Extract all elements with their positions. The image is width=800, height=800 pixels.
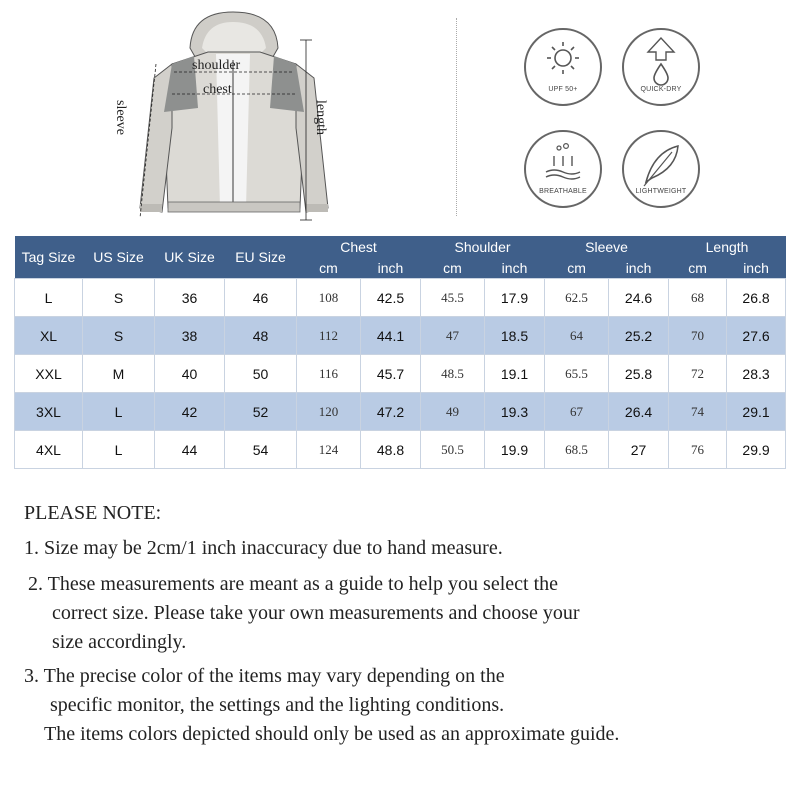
cell-sleeve-cm: 68.5: [545, 431, 609, 469]
header-sleeve-inch: inch: [609, 258, 669, 279]
cell-shoulder-cm: 47: [421, 317, 485, 355]
note-line: The items colors depicted should only be used as an approximate guide.: [44, 723, 620, 745]
header-us-size: US Size: [83, 236, 155, 279]
cell-length-cm: 68: [669, 279, 727, 317]
cell-eu-size: 52: [225, 393, 297, 431]
cell-eu-size: 50: [225, 355, 297, 393]
cell-tag-size: XL: [15, 317, 83, 355]
cell-length-inch: 29.1: [727, 393, 786, 431]
cell-us-size: L: [83, 393, 155, 431]
header-length-inch: inch: [727, 258, 786, 279]
cell-sleeve-cm: 62.5: [545, 279, 609, 317]
header-shoulder-cm: cm: [421, 258, 485, 279]
feature-label: BREATHABLE: [539, 188, 587, 195]
cell-length-inch: 28.3: [727, 355, 786, 393]
feature-upf: [524, 28, 602, 106]
header-chest-inch: inch: [361, 258, 421, 279]
size-table: [14, 236, 786, 469]
cell-sleeve-inch: 24.6: [609, 279, 669, 317]
table-row: [15, 279, 786, 317]
cell-us-size: M: [83, 355, 155, 393]
cell-sleeve-inch: 26.4: [609, 393, 669, 431]
cell-tag-size: XXL: [15, 355, 83, 393]
note-line: 2. These measurements are meant as a guide to help you select the: [28, 573, 558, 595]
feature-breathable: [524, 130, 602, 208]
cell-length-inch: 27.6: [727, 317, 786, 355]
cell-length-cm: 74: [669, 393, 727, 431]
feature-label: LIGHTWEIGHT: [635, 188, 687, 195]
cell-sleeve-inch: 25.8: [609, 355, 669, 393]
header-chest: Chest: [297, 236, 421, 258]
feature-lightweight: [622, 130, 700, 208]
cell-shoulder-inch: 18.5: [485, 317, 545, 355]
cell-us-size: L: [83, 431, 155, 469]
cell-us-size: S: [83, 279, 155, 317]
cell-chest-inch: 45.7: [361, 355, 421, 393]
cell-sleeve-cm: 64: [545, 317, 609, 355]
cell-shoulder-inch: 19.3: [485, 393, 545, 431]
table-row: [15, 317, 786, 355]
cell-shoulder-inch: 19.1: [485, 355, 545, 393]
feature-icons: [520, 28, 720, 218]
cell-shoulder-inch: 17.9: [485, 279, 545, 317]
cell-length-inch: 26.8: [727, 279, 786, 317]
note-line: 1. Size may be 2cm/1 inch inaccuracy due to hand measure.: [24, 537, 503, 559]
jacket-diagram: [113, 8, 350, 230]
cell-shoulder-inch: 19.9: [485, 431, 545, 469]
header-shoulder: Shoulder: [421, 236, 545, 258]
cell-chest-inch: 44.1: [361, 317, 421, 355]
header-eu-size: EU Size: [225, 236, 297, 279]
header-sleeve: Sleeve: [545, 236, 669, 258]
note-line: size accordingly.: [52, 631, 187, 653]
feature-label: UPF 50+: [548, 86, 578, 93]
cell-length-cm: 70: [669, 317, 727, 355]
cell-sleeve-cm: 67: [545, 393, 609, 431]
notes-heading: PLEASE NOTE:: [24, 502, 162, 524]
cell-chest-cm: 124: [297, 431, 361, 469]
cell-length-cm: 76: [669, 431, 727, 469]
cell-shoulder-cm: 48.5: [421, 355, 485, 393]
note-line: specific monitor, the settings and the lighting conditions.: [50, 694, 505, 716]
header-shoulder-inch: inch: [485, 258, 545, 279]
feature-quick-dry: [622, 28, 700, 106]
table-row: [15, 393, 786, 431]
cell-eu-size: 48: [225, 317, 297, 355]
cell-chest-inch: 47.2: [361, 393, 421, 431]
length-label: length: [313, 100, 328, 135]
divider: [456, 18, 457, 216]
header-sleeve-cm: cm: [545, 258, 609, 279]
cell-shoulder-cm: 49: [421, 393, 485, 431]
cell-sleeve-inch: 27: [609, 431, 669, 469]
cell-tag-size: L: [15, 279, 83, 317]
cell-uk-size: 42: [155, 393, 225, 431]
cell-uk-size: 36: [155, 279, 225, 317]
cell-length-inch: 29.9: [727, 431, 786, 469]
chest-label: chest: [203, 82, 232, 97]
note-line: 3. The precise color of the items may vary depending on the: [24, 665, 505, 687]
header-chest-cm: cm: [297, 258, 361, 279]
cell-chest-cm: 116: [297, 355, 361, 393]
cell-eu-size: 54: [225, 431, 297, 469]
header-tag-size: Tag Size: [15, 236, 83, 279]
note-line: correct size. Please take your own measurements and choose your: [52, 602, 580, 624]
table-row: [15, 431, 786, 469]
header-length: Length: [669, 236, 786, 258]
cell-chest-inch: 42.5: [361, 279, 421, 317]
cell-tag-size: 3XL: [15, 393, 83, 431]
cell-chest-cm: 112: [297, 317, 361, 355]
header-length-cm: cm: [669, 258, 727, 279]
table-row: [15, 355, 786, 393]
cell-sleeve-cm: 65.5: [545, 355, 609, 393]
cell-chest-cm: 120: [297, 393, 361, 431]
cell-uk-size: 44: [155, 431, 225, 469]
cell-uk-size: 38: [155, 317, 225, 355]
cell-chest-inch: 48.8: [361, 431, 421, 469]
cell-eu-size: 46: [225, 279, 297, 317]
cell-tag-size: 4XL: [15, 431, 83, 469]
feature-label: QUICK-DRY: [640, 86, 682, 93]
cell-uk-size: 40: [155, 355, 225, 393]
header-uk-size: UK Size: [155, 236, 225, 279]
cell-sleeve-inch: 25.2: [609, 317, 669, 355]
sleeve-label: sleeve: [113, 100, 128, 135]
cell-us-size: S: [83, 317, 155, 355]
cell-shoulder-cm: 45.5: [421, 279, 485, 317]
shoulder-label: shoulder: [192, 58, 241, 73]
cell-length-cm: 72: [669, 355, 727, 393]
cell-shoulder-cm: 50.5: [421, 431, 485, 469]
cell-chest-cm: 108: [297, 279, 361, 317]
